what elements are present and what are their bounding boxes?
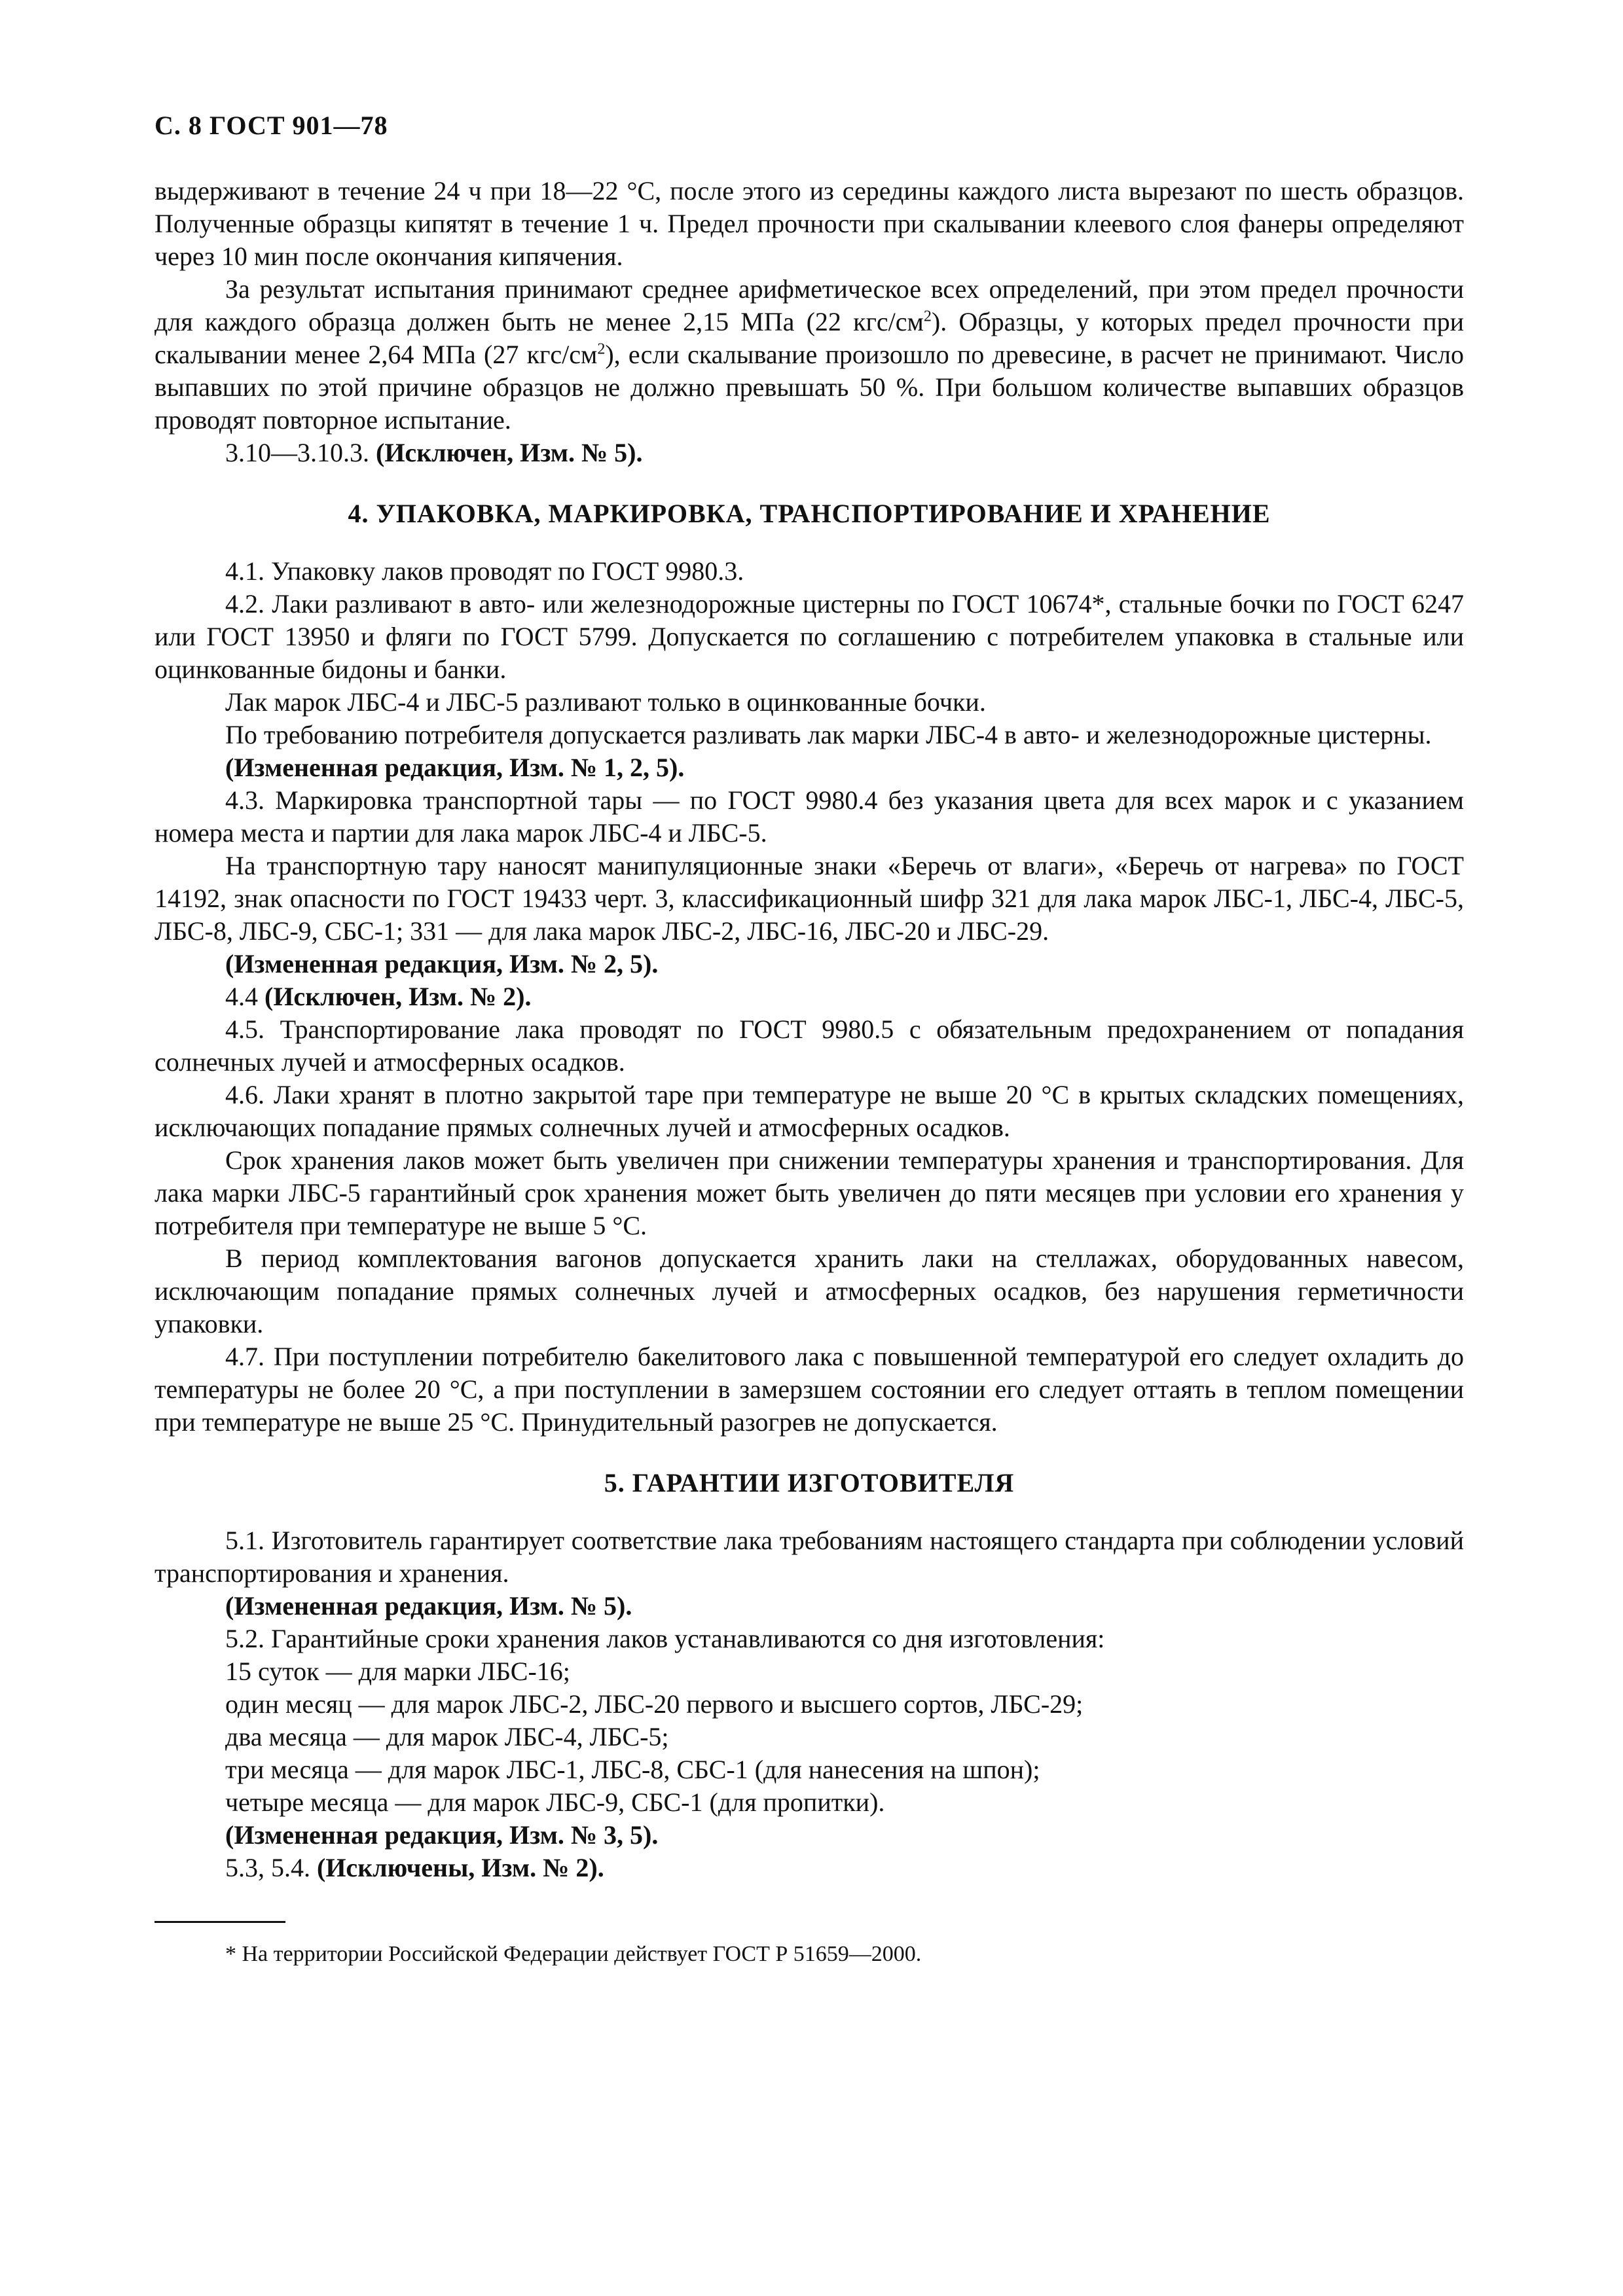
paragraph-tank-option: По требованию потребителя допускается разливать лак марки ЛБС-4 в авто- и железнодорожные цистерны. [225,720,1432,749]
clause-4-2: 4.2. Лаки разливают в авто- или железнодорожные цистерны по ГОСТ 10674*, стальные бочки по ГОСТ 6247 или ГОСТ 13950 и фляги по ГОСТ 5799. Допускается по соглашению с потребителем упаковка в стальные или оцинкованные бидоны и банки. [155,589,1464,684]
clause-5-3-excluded [155,1852,1464,1884]
list-item: четыре месяца — для марок ЛБС-9, СБС-1 (для пропитки). [225,1787,885,1817]
list-item: три месяца — для марок ЛБС-1, ЛБС-8, СБС-1 (для нанесения на шпон); [225,1755,1040,1784]
page-header: С. 8 ГОСТ 901—78 [155,111,388,140]
clause-number: 4.4 [225,982,258,1011]
amendment-note: (Исключен, Изм. № 2). [264,982,532,1011]
paragraph-rack-storage: В период комплектования вагонов допускается хранить лаки на стеллажах, оборудованных навесом, исключающим попадание прямых солнечных лучей и атмосферных осадков, без нарушения герметичности упаковки. [155,1244,1464,1338]
footnote: * На территории Российской Федерации действует ГОСТ Р 51659—2000. [225,1942,922,1966]
superscript: 2 [597,340,606,358]
superscript: 2 [923,308,932,325]
clause-4-5: 4.5. Транспортирование лака проводят по ГОСТ 9980.5 с обязательным предохранением от попадания солнечных лучей и атмосферных осадков. [155,1014,1464,1077]
amendment-note: (Исключены, Изм. № 2). [317,1853,604,1882]
paragraph-handling-marks: На транспортную тару наносят манипуляционные знаки «Беречь от влаги», «Беречь от нагрева» по ГОСТ 14192, знак опасности по ГОСТ 19433 черт. 3, классификационный шифр 321 для лака марок ЛБС-1, ЛБС-4, ЛБС-5, ЛБС-8, ЛБС-9, СБС-1; 331 — для лака марок ЛБС-2, ЛБС-16, ЛБС-20 и ЛБС-29. [155,851,1464,946]
text-fragment: ). Образцы, у которых предел прочности при скалывании менее 2,64 МПа (27 кгс/см [155,307,1465,369]
document-page [155,110,1464,1969]
footnote-divider [155,1921,285,1923]
paragraph-storage-term: Срок хранения лаков может быть увеличен при снижении температуры хранения и транспортирования. Для лака марки ЛБС-5 гарантийный срок хранения может быть увеличен до пяти месяцев при условии его хранения у потребителя при температуре не выше 5 °С. [155,1145,1464,1240]
clause-4-1: 4.1. Упаковку лаков проводят по ГОСТ 9980.3. [225,556,744,586]
paragraph-intro-continuation: выдерживают в течение 24 ч при 18—22 °С, после этого из середины каждого листа вырезают по шесть образцов. Полученные образцы кипятят в течение 1 ч. Предел прочности при скалывании клеевого слоя фанеры определяют через 10 мин после окончания кипячения. [155,176,1464,271]
clause-4-4-excluded [155,980,1464,1013]
clause-4-3: 4.3. Маркировка транспортной тары — по ГОСТ 9980.4 без указания цвета для всех марок и с указанием номера места и партии для лака марок ЛБС-4 и ЛБС-5. [155,785,1464,848]
amendment-note: (Измененная редакция, Изм. № 1, 2, 5). [225,753,685,782]
amendment-note: (Исключен, Изм. № 5). [376,438,643,467]
clause-4-6: 4.6. Лаки хранят в плотно закрытой таре при температуре не выше 20 °С в крытых складских помещениях, исключающих попадание прямых солнечных лучей и атмосферных осадков. [155,1080,1464,1142]
paragraph-lbs4-lbs5-drums: Лак марок ЛБС-4 и ЛБС-5 разливают только в оцинкованные бочки. [225,687,986,717]
list-item: 15 суток — для марки ЛБС-16; [225,1657,570,1686]
text-fragment: ), если скалывание произошло по древесине, в расчет не принимают. Число выпавших по этой причине образцов не должно превышать 50 %. При большом количестве выпавших образцов проводят повторное испытание. [155,340,1464,435]
section-4-title: 4. УПАКОВКА, МАРКИРОВКА, ТРАНСПОРТИРОВАНИЕ И ХРАНЕНИЕ [348,499,1271,528]
amendment-note: (Измененная редакция, Изм. № 3, 5). [225,1820,659,1850]
clause-5-2: 5.2. Гарантийные сроки хранения лаков устанавливаются со дня изготовления: [225,1624,1105,1653]
clause-5-1: 5.1. Изготовитель гарантирует соответствие лака требованиям настоящего стандарта при соблюдении условий транспортирования и хранения. [155,1526,1464,1588]
section-5-title: 5. ГАРАНТИИ ИЗГОТОВИТЕЛЯ [604,1468,1015,1498]
amendment-note: (Измененная редакция, Изм. № 5). [225,1591,632,1621]
paragraph-test-result [155,273,1464,437]
clause-3-10-excluded [155,437,1464,469]
list-item: один месяц — для марок ЛБС-2, ЛБС-20 первого и высшего сортов, ЛБС-29; [225,1689,1084,1719]
clause-4-7: 4.7. При поступлении потребителю бакелитового лака с повышенной температурой его следует охладить до температуры не более 20 °С, а при поступлении в замерзшем состоянии его следует оттаять в теплом помещении при температуре не выше 25 °С. Принудительный разогрев не допускается. [155,1342,1464,1437]
amendment-note: (Измененная редакция, Изм. № 2, 5). [225,949,659,978]
clause-number: 3.10—3.10.3. [225,438,369,467]
text-fragment: За результат испытания принимают среднее арифметическое всех определений, при этом предел прочности для каждого образца должен быть не менее 2,15 МПа (22 кгс/см [155,274,1464,336]
list-item: два месяца — для марок ЛБС-4, ЛБС-5; [225,1722,669,1751]
clause-number: 5.3, 5.4. [225,1853,310,1882]
